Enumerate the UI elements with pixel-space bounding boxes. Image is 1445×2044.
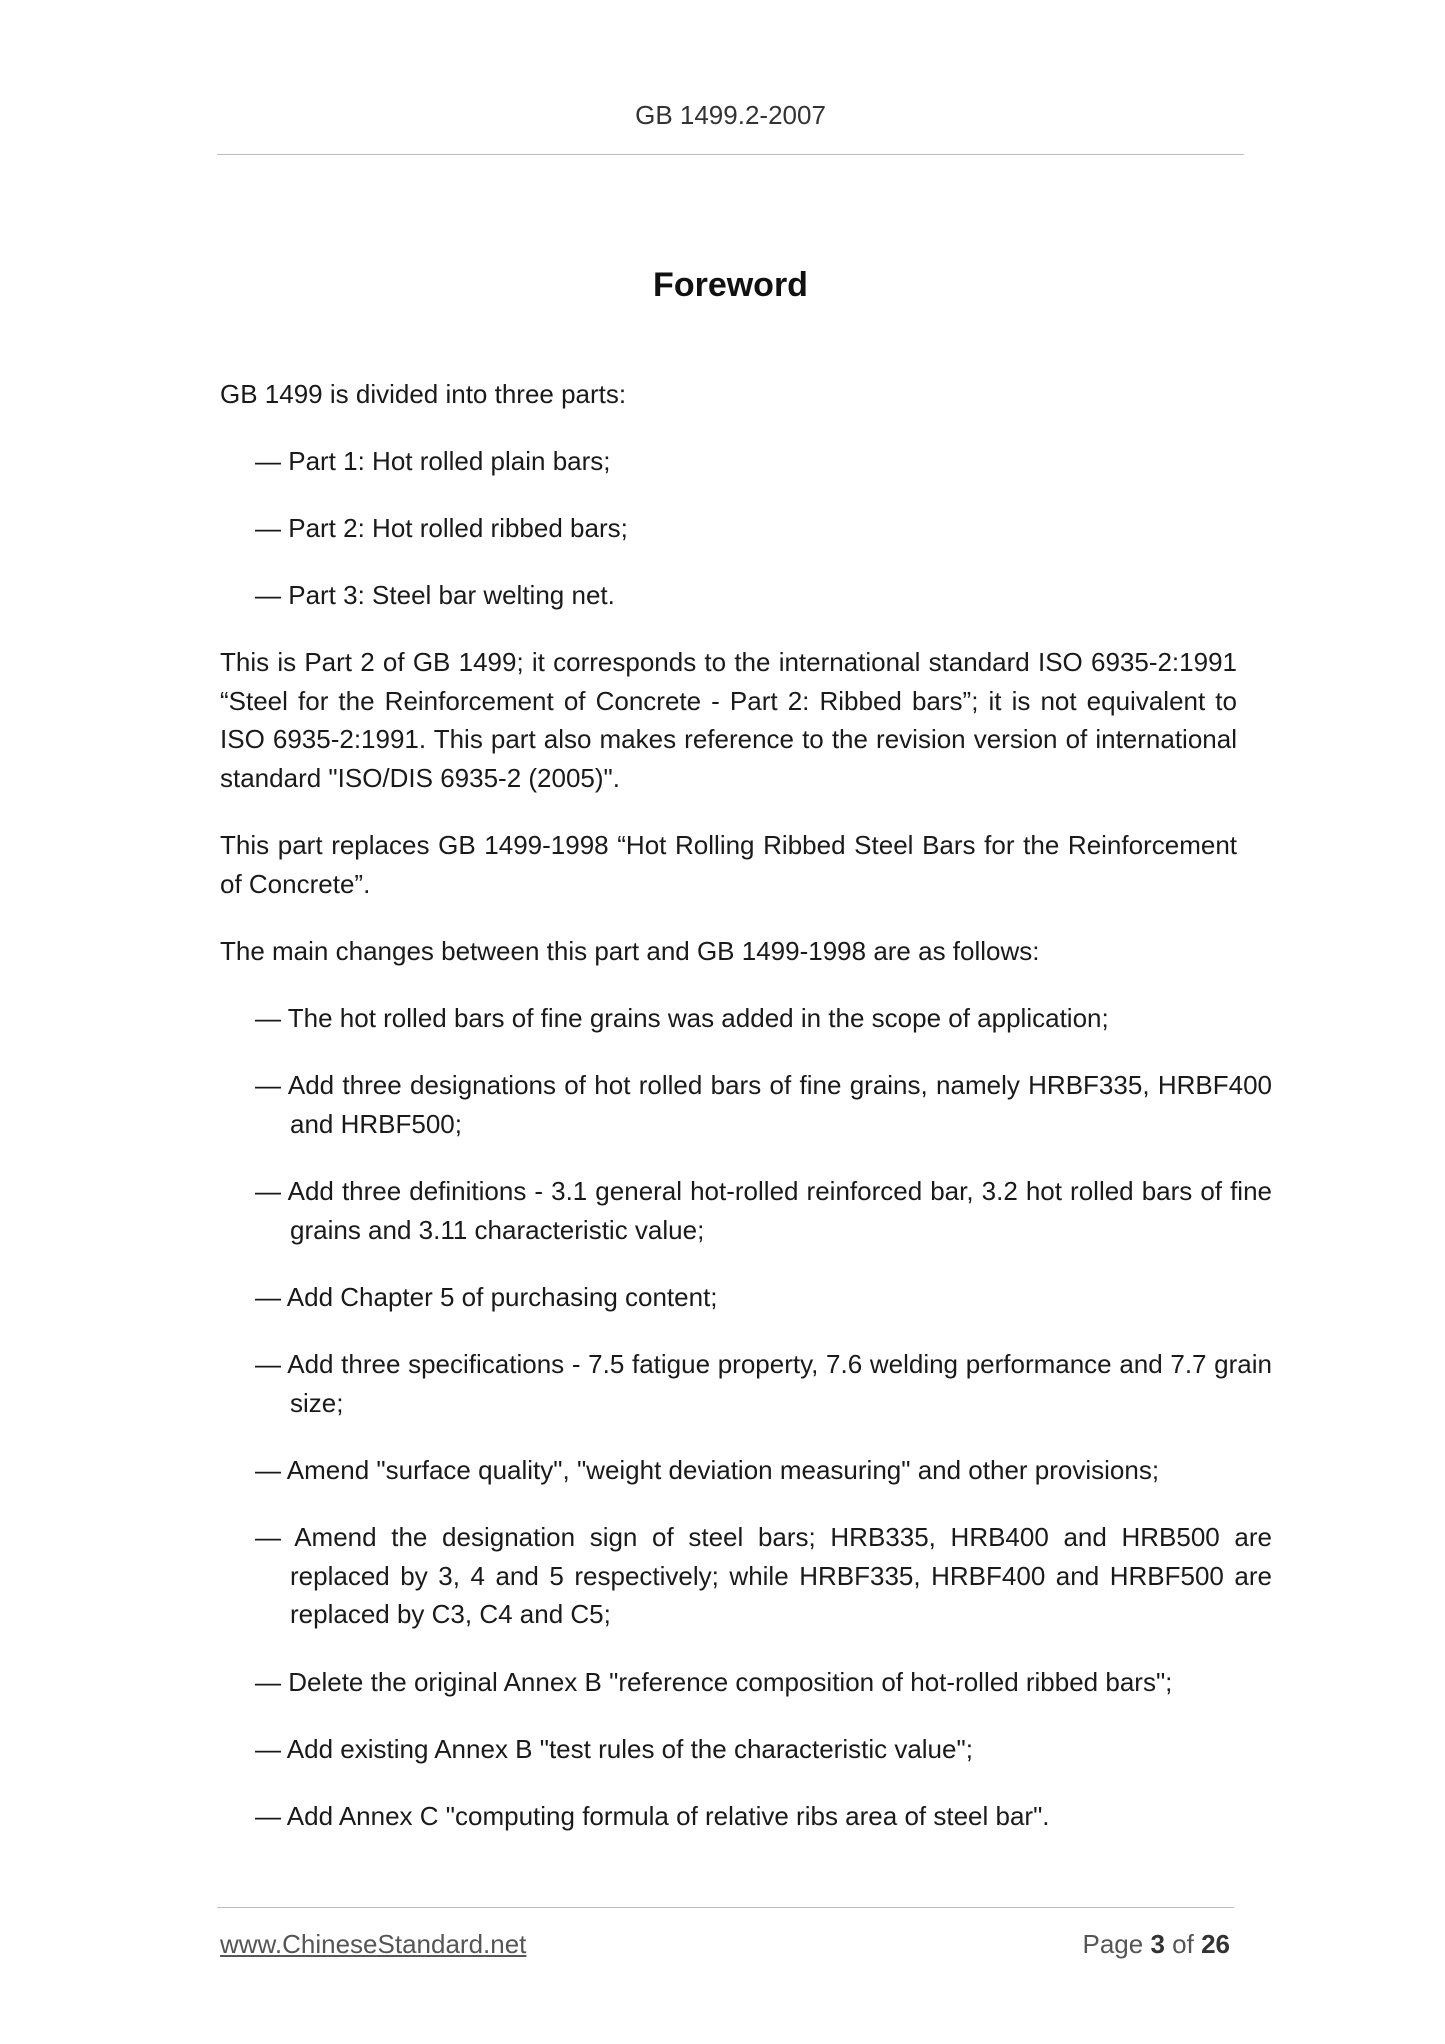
part-item: — Part 1: Hot rolled plain bars; xyxy=(255,446,611,476)
header-divider xyxy=(217,154,1244,155)
change-item: — Amend the designation sign of steel bars; HRB335, HRB400 and HRB500 are replaced by 3, 4 and 5 respectively; while HRBF335, HRBF400 and HRBF500 are replaced by C3, C4 and C5; xyxy=(255,1522,1272,1629)
change-item: — Add Chapter 5 of purchasing content; xyxy=(255,1282,718,1312)
change-item: — The hot rolled bars of fine grains was added in the scope of application; xyxy=(255,1003,1109,1033)
page-total: 26 xyxy=(1201,1929,1230,1959)
change-item: — Add three definitions - 3.1 general hot-rolled reinforced bar, 3.2 hot rolled bars of fine grains and 3.11 characteristic value; xyxy=(255,1176,1272,1245)
change-item: — Amend "surface quality", "weight deviation measuring" and other provisions; xyxy=(255,1455,1160,1485)
correspondence-paragraph: This is Part 2 of GB 1499; it corresponds to the international standard ISO 6935-2:1991 “Steel for the Reinforcement of Concrete - Part 2: Ribbed bars”; it is not equivalent to ISO 6935-2:1991. This part also makes reference to the revision version of international standard "ISO/DIS 6935-2 (2005)". xyxy=(220,647,1237,793)
part-item: — Part 3: Steel bar welting net. xyxy=(255,580,615,610)
intro-paragraph: GB 1499 is divided into three parts: xyxy=(220,379,627,409)
footer-divider xyxy=(217,1907,1234,1908)
part-item: — Part 2: Hot rolled ribbed bars; xyxy=(255,513,628,543)
website-link[interactable]: www.ChineseStandard.net xyxy=(220,1929,527,1959)
page-of: of xyxy=(1172,1929,1194,1959)
page-number xyxy=(1000,1929,1230,1960)
change-item: — Add Annex C "computing formula of relative ribs area of steel bar". xyxy=(255,1801,1050,1831)
change-item: — Add existing Annex B "test rules of the characteristic value"; xyxy=(255,1734,973,1764)
page-prefix: Page xyxy=(1082,1929,1144,1959)
change-item: — Delete the original Annex B "reference composition of hot-rolled ribbed bars"; xyxy=(255,1667,1173,1697)
page-current: 3 xyxy=(1150,1929,1165,1959)
replaces-paragraph: This part replaces GB 1499-1998 “Hot Rolling Ribbed Steel Bars for the Reinforcement of Concrete”. xyxy=(220,830,1237,899)
changes-intro-paragraph: The main changes between this part and GB 1499-1998 are as follows: xyxy=(220,936,1040,966)
document-code-header: GB 1499.2-2007 xyxy=(635,100,826,130)
change-item: — Add three designations of hot rolled bars of fine grains, namely HRBF335, HRBF400 and HRBF500; xyxy=(255,1070,1272,1139)
page-title: Foreword xyxy=(653,266,808,304)
change-item: — Add three specifications - 7.5 fatigue property, 7.6 welding performance and 7.7 grain size; xyxy=(255,1349,1272,1418)
